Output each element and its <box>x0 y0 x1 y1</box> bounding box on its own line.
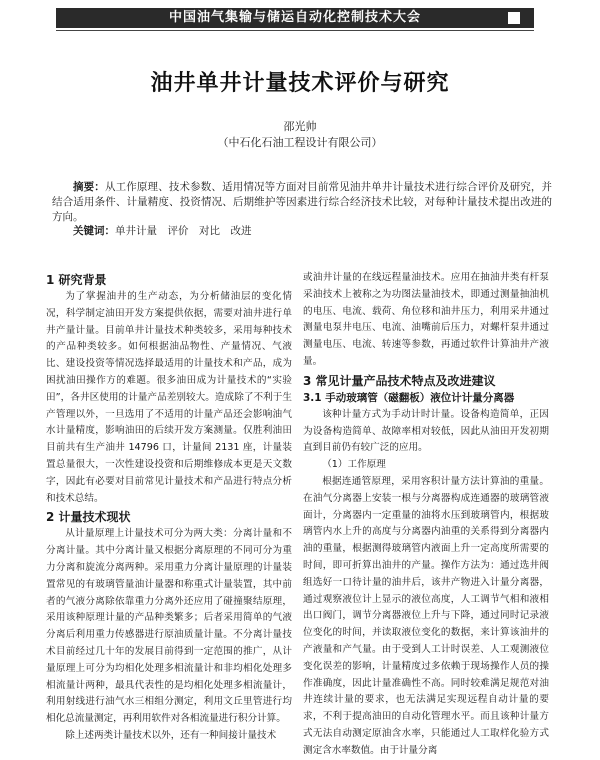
abstract-label: 摘要： <box>73 181 105 193</box>
section-2-paragraph-1: 从计量原理上计量技术可分为两大类：分离计量和不分离计量。其中分离计量又根据分离原理的不同可分为重力分离和旋流分离两种。采用重力分离计量原理的计量装置常见的有玻璃管量油计量器和称重式计量装置，其中前者的气液分离除依靠重力分离外还应用了碰撞聚结原理，采用该种原理计量的产品种类繁多；后者采用简单的气液分离后利用重力传感器进行原油质量计量。不分离计量技术目前经过几十年的发展目前得到一定范围的推广，从计量原理上可分为均相化处理多相流量计和非均相化处理多相流量计两种，最具代表性的是均相化处理多相流量计，利用射线进行油气水三相组分测定，利用文丘里管进行均相化总流量测定，再利用软件对各相流量进行积分计算。 <box>46 528 292 725</box>
continued-paragraph: 或油井计量的在线远程量油技术。应用在抽油井类有杆泵采油技术上被称之为功图法量油技术，即通过测量抽油机的电压、电流、载荷、角位移和油井压力，利用采井通过测量电泵井电压、电流、油嘴前后压力，对螺杆泵井通过测量电压、电流、转速等参数，再通过软件计算油井产液量。 <box>303 272 549 367</box>
journal-header-bar <box>56 8 534 28</box>
working-principle-subheading: （1）工作原理 <box>322 459 386 471</box>
journal-header-text: 中国油气集输与储运自动化控制技术大会 <box>168 10 421 25</box>
section-3-heading: 3 常见计量产品技术特点及改进建议 <box>303 373 496 388</box>
author-affiliation: （中石化石油工程设计有限公司） <box>217 136 383 149</box>
paper-title: 油井单井计量技术评价与研究 <box>150 71 450 96</box>
section-1-heading: 1 研究背景 <box>46 273 107 287</box>
left-column <box>46 270 292 741</box>
right-column <box>303 270 549 756</box>
keywords-text: 单井计量 评价 对比 改进 <box>115 225 252 237</box>
section-1-paragraph: 为了掌握油井的生产动态，为分析储油层的变化情况，科学制定油田开发方案提供依据，需要对油井进行单井产量计量。目前单井计量技术种类较多，采用每种技术的产品种类较多。如何根据油品物性、产量情况、气液比、建设投资等情况选择最适用的计量技术和产品，成为困扰油田操作方的难题。很多油田成为计量技术的“实验田”，各井区使用的计量产品差别较大。造成除了不利于生产管理以外，一旦选用了不适用的计量产品还会影响油气水计量精度，影响油田的后续开发方案测量。仅胜利油田目前共有生产油井 14796 口，计量间 2131 座，计量装置总量很大，一次性建设投资和后期维修成本更是天文数字，因此有必要对目前常见计量技术和产品进行特点分析和技术总结。 <box>46 291 292 504</box>
section-3-1-paragraph-2: 根据连通管原理，采用容积计量方法计算油的重量。在油气分离器上安装一根与分离器构成连通器的玻璃管液面计，分离器内一定重量的油将水压到玻璃管内，根据玻璃管内水上升的高度与分离器内油重的关系得到分离器内油的重量，根据测得玻璃管内液面上升一定高度所需要的时间，即可折算出油井的产量。操作方法为：通过选井阀组选好一口待计量的油井后，该井产物进入计量分离器，通过观察液位计上显示的液位高度，人工调节气相和液相出口阀门，调节分离器液位上升与下降，通过同时记录液位变化的时间，并读取液位变化的数据，来计算该油井的产液量和产气量。由于受到人工计时误差、人工观测液位变化误差的影响，计量精度过多依赖于现场操作人员的操作准确度，因此计量准确性不高。同时较难满足规范对油井连续计量的要求，也无法满足实现远程自动计量的要求，不利于提高油田的自动化管理水平。而且该种计量方式无法自动测定原油含水率，只能通过人工取样化验方式测定含水率数值。由于计量分离 <box>303 475 549 756</box>
header-rule <box>56 30 534 31</box>
keywords-label: 关键词： <box>73 225 115 237</box>
section-3-1-paragraph-1: 该种计量方式为手动计时计量。设备构造简单，正因为设备构造简单、故障率相对较低，因此从油田开发初期直到目前仍有较广泛的应用。 <box>303 408 549 454</box>
keywords <box>52 224 552 239</box>
abstract <box>52 180 552 225</box>
section-2-paragraph-2: 除上述两类计量技术以外，还有一种间接计量技术 <box>65 729 277 741</box>
author-name: 邵光帅 <box>283 120 317 133</box>
header-square-icon <box>508 12 520 24</box>
section-2-heading: 2 计量技术现状 <box>46 510 131 525</box>
abstract-text: 从工作原理、技术参数、适用情况等方面对目前常见油井单井计量技术进行综合评价及研究，并结合适用条件、计量精度、投资情况、后期维护等因素进行综合经济技术比较，对每种计量技术提出改进的方向。 <box>52 181 553 223</box>
section-3-1-heading: 3.1 手动玻璃管（磁翻板）液位计计量分离器 <box>303 391 515 404</box>
